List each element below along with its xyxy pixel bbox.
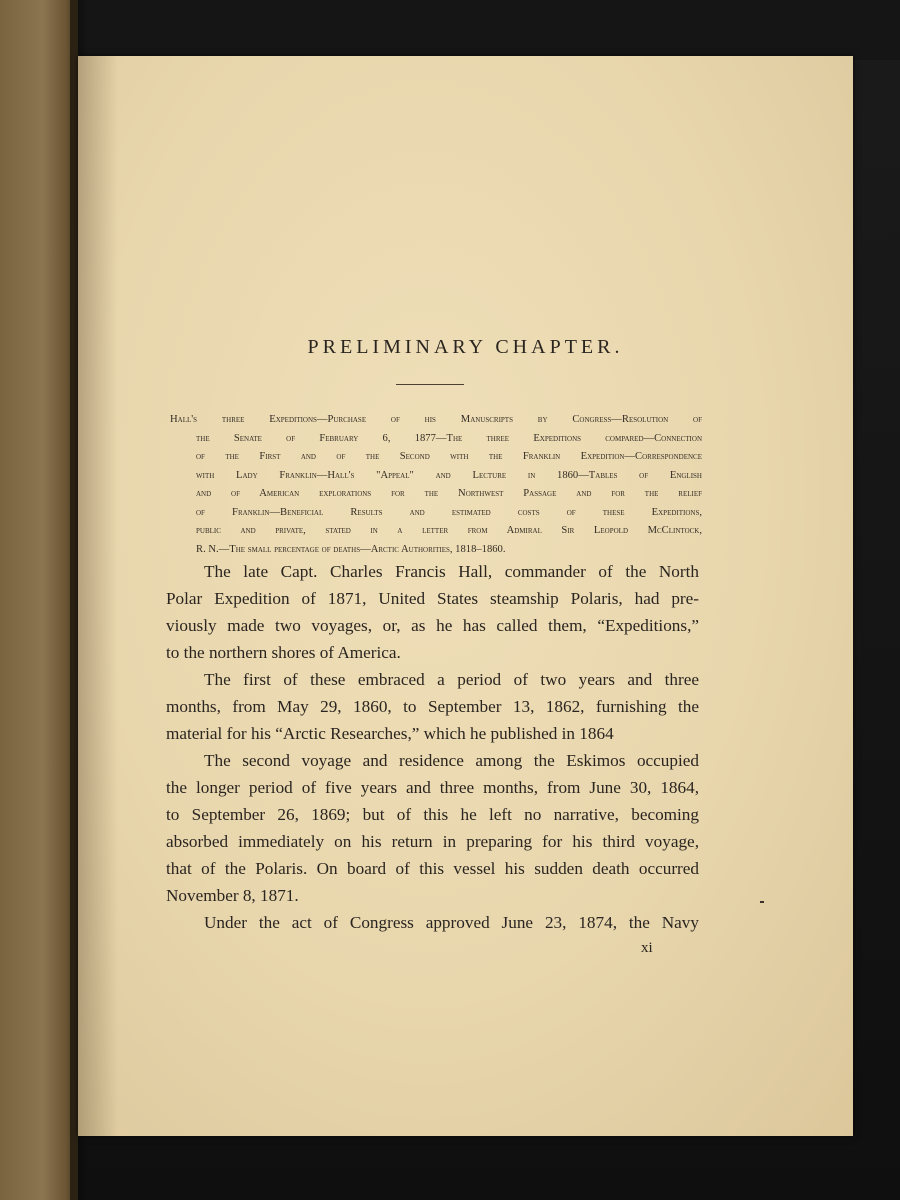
paragraph-line: viously made two voyages, or, as he has called them, “Expeditions,”	[166, 616, 699, 635]
synopsis-line: and of American explorations for the Northwest Passage and for the relief	[196, 488, 702, 499]
background-dark	[60, 0, 900, 60]
body-text	[166, 558, 699, 936]
paragraph-line: November 8, 1871.	[166, 886, 299, 905]
paragraph-line: absorbed immediately on his return in preparing for his third voyage,	[166, 832, 699, 851]
synopsis-line: of Franklin—Beneficial Results and estimated costs of these Expeditions,	[196, 506, 702, 518]
paragraph-line: that of the Polaris. On board of this vessel his sudden death occurred	[166, 859, 699, 878]
paper-speck	[760, 901, 764, 903]
paragraph-line: The first of these embraced a period of two years and three	[204, 670, 699, 689]
chapter-synopsis	[170, 411, 702, 559]
paragraph-line: to September 26, 1869; but of this he left no narrative, becoming	[166, 805, 699, 824]
synopsis-line: of the First and of the Second with the Franklin Expedition—Correspondence	[196, 451, 702, 462]
page-number: xi	[641, 940, 653, 956]
synopsis-line: with Lady Franklin—Hall's "Appeal" and Lecture in 1860—Tables of English	[196, 469, 702, 481]
synopsis-line: the Senate of February 6, 1877—The three Expeditions compared—Connection	[196, 432, 702, 444]
paragraph-line: the longer period of five years and three months, from June 30, 1864,	[166, 778, 699, 797]
chapter-title: PRELIMINARY CHAPTER.	[307, 336, 624, 358]
left-page-edge	[0, 0, 78, 1200]
synopsis-line: Hall's three Expeditions—Purchase of his Manuscripts by Congress—Resolution of	[170, 414, 702, 425]
synopsis-line: R. N.—The small percentage of deaths—Arctic Authorities, 1818–1860.	[196, 543, 506, 555]
paragraph-line: Polar Expedition of 1871, United States steamship Polaris, had pre-	[166, 589, 699, 608]
paragraph-line: The second voyage and residence among the Eskimos occupied	[204, 751, 699, 770]
title-divider	[396, 384, 464, 385]
paragraph-line: The late Capt. Charles Francis Hall, commander of the North	[204, 562, 699, 581]
paragraph-line: to the northern shores of America.	[166, 643, 401, 662]
paragraph-line: Under the act of Congress approved June 23, 1874, the Navy	[204, 913, 699, 932]
paragraph-line: months, from May 29, 1860, to September 13, 1862, furnishing the	[166, 697, 699, 716]
paragraph-line: material for his “Arctic Researches,” which he published in 1864	[166, 724, 614, 743]
synopsis-line: public and private, stated in a letter from Admiral Sir Leopold McClintock,	[196, 525, 702, 536]
book-page	[78, 56, 853, 1136]
